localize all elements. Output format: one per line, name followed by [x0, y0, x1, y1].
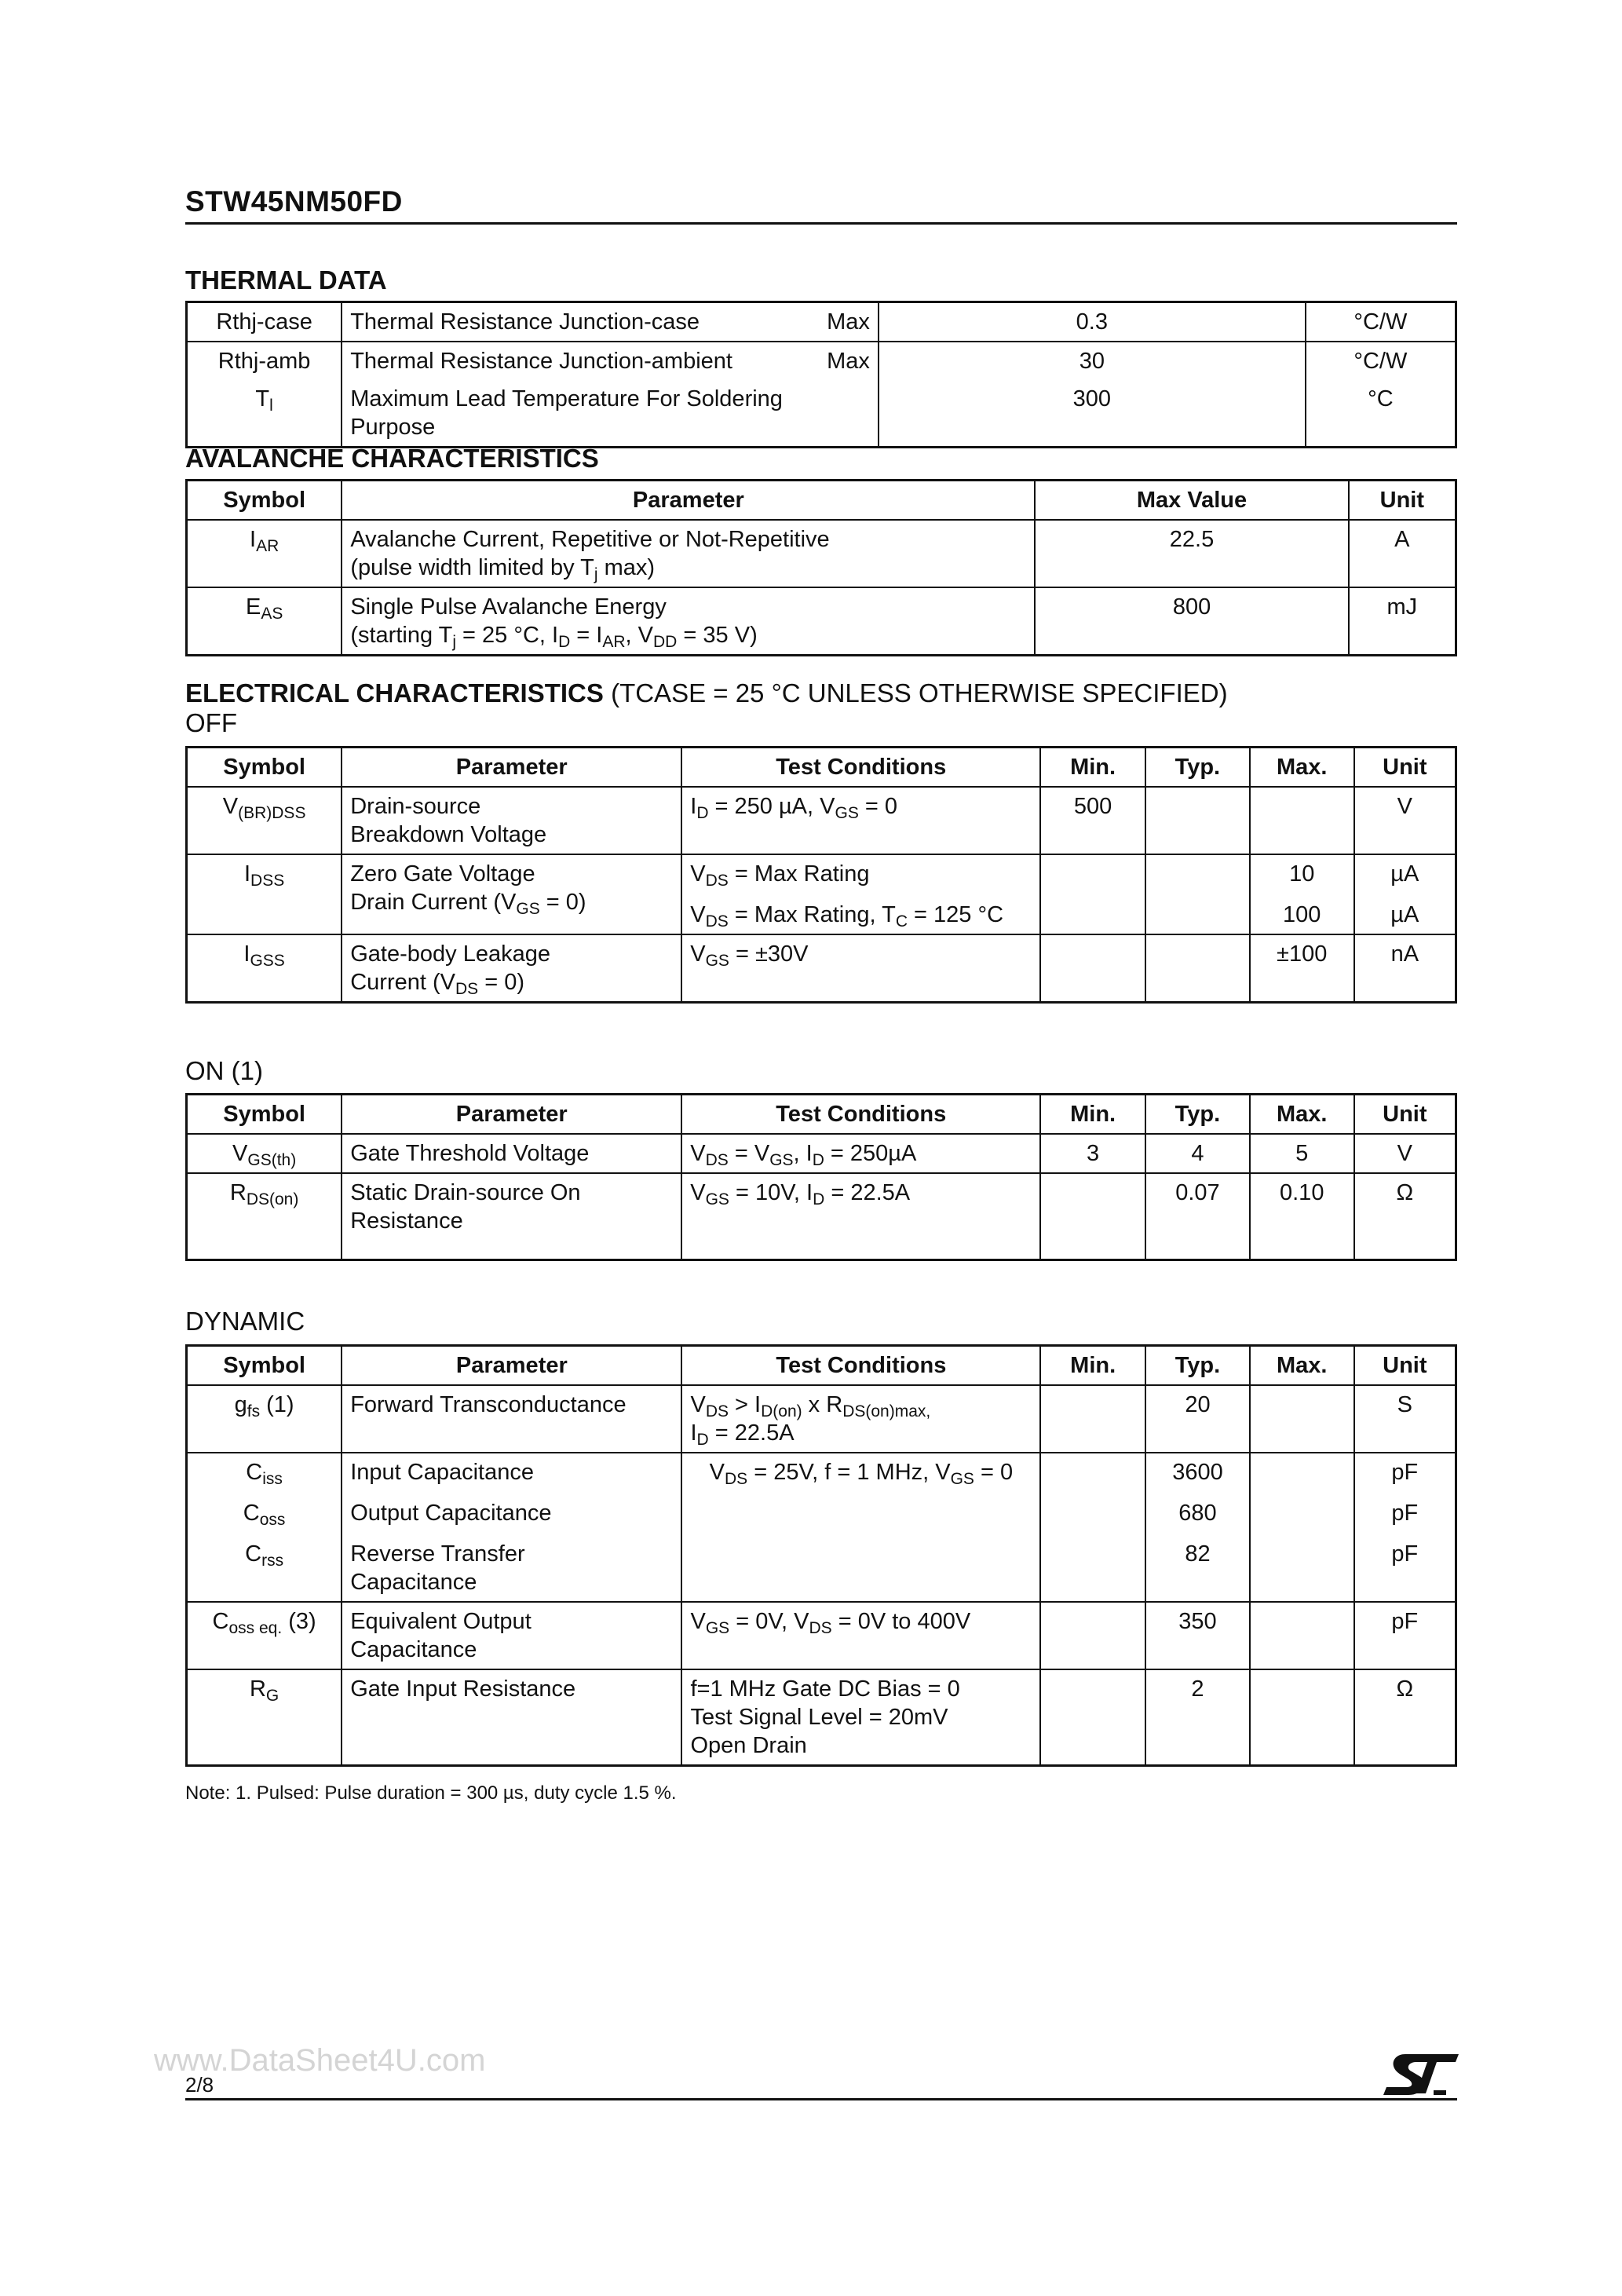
table-row: $C_{oss eq.}$ (3) Equivalent Output Capacitance $V_{GS} = 0V$, $V_{DS} = 0V$ to 400V 350 pF	[187, 1602, 1456, 1669]
avalanche-heading: AVALANCHE CHARACTERISTICS	[185, 444, 599, 473]
off-table: Symbol Parameter Test Conditions Min. Typ. Max. Unit $V_{(BR)DSS}$ Drain-source Breakdown Voltage $I_D = 250$ µA, $V_{GS} = 0$ 500 V $I_{DSS}$ Zero Gate Voltage Drain Current $(V_{GS} = 0)$ $V_{DS}$ = Max Rating $V_{DS}$ = Max Rating, $T_C = 125$ °C 10 100 µA µA $I_{GSS}$ Gate-body Leakage Current $(V_{DS} = 0)$ $V_{GS} = \pm 30V$ ±100 nA	[185, 746, 1457, 1004]
table-row: $I_{GSS}$ Gate-body Leakage Current $(V_{DS} = 0)$ $V_{GS} = \pm 30V$ ±100 nA	[187, 934, 1456, 1003]
on-table: Symbol Parameter Test Conditions Min. Typ. Max. Unit $V_{GS(th)}$ Gate Threshold Voltage $V_{DS} = V_{GS}$, $I_D = 250\mu A$ 3 4 5 V $R_{DS(on)}$ Static Drain-source On Resistance $V_{GS} = 10V$, $I_D = 22.5A$ 0.07 0.10 Ω	[185, 1093, 1457, 1261]
thermal-symbol: $T_l$	[187, 380, 342, 448]
table-row: $g_{fs}$ (1) Forward Transconductance $V_{DS} > I_{D(on)}$ x $R_{DS(on)max,}$ $I_D = 22.5A$ 20 S	[187, 1385, 1456, 1453]
col-max-value: Max Value	[1035, 481, 1348, 521]
thermal-symbol: Rthj-amb	[187, 342, 342, 380]
thermal-value: 300	[879, 380, 1306, 448]
table-row: $R_G$ Gate Input Resistance f=1 MHz Gate DC Bias = 0 Test Signal Level = 20mV Open Drain 2 Ω	[187, 1669, 1456, 1766]
col-unit: Unit	[1349, 481, 1456, 521]
watermark: www.DataSheet4U.com	[154, 2043, 486, 2078]
electrical-heading: ELECTRICAL CHARACTERISTICS (TCASE = 25 °C UNLESS OTHERWISE SPECIFIED)	[185, 678, 1228, 707]
thermal-param: Thermal Resistance Junction-ambient	[350, 349, 732, 374]
table-row: $E_{AS}$ Single Pulse Avalanche Energy (starting $T_j = 25$ °C, $I_D = I_{AR}$, $V_{DD} = 35$ V) 800 mJ	[187, 587, 1456, 656]
document-title: STW45NM50FD	[185, 185, 403, 218]
header-rule	[185, 222, 1457, 225]
thermal-unit: °C/W	[1306, 302, 1456, 342]
on-label: ON (1)	[185, 1056, 263, 1085]
avalanche-table	[185, 479, 1457, 656]
dynamic-table: Symbol Parameter Test Conditions Min. Typ. Max. Unit $g_{fs}$ (1) Forward Transconductance $V_{DS} > I_{D(on)}$ x $R_{DS(on)max,}$ $I_D = 22.5A$ 20 S $C_{iss}$ $C_{oss}$ $C_{rss}$ Input Capacitance Output Capacitance Reverse Transfer Capacitance $V_{DS} = 25V$, f = 1 MHz, $V_{GS} = 0$ 3600 680 82 pF pF pF $C_{oss eq.}$ (3) Equivalent Output Capacitance $V_{GS} = 0V$, $V_{DS} = 0V$ to 400V 350 pF $R_G$ Gate Input Resistance f=1 MHz Gate DC Bias = 0 Test Signal Level = 20mV Open Drain 2 Ω	[185, 1344, 1457, 1767]
thermal-value: 30	[879, 342, 1306, 380]
dynamic-label: DYNAMIC	[185, 1307, 305, 1336]
table-row: $V_{(BR)DSS}$ Drain-source Breakdown Voltage $I_D = 250$ µA, $V_{GS} = 0$ 500 V	[187, 787, 1456, 854]
thermal-param: Maximum Lead Temperature For Soldering Purpose	[342, 380, 879, 448]
thermal-heading: THERMAL DATA	[185, 265, 387, 294]
col-symbol: Symbol	[187, 481, 342, 521]
table-row: $I_{DSS}$ Zero Gate Voltage Drain Current $(V_{GS} = 0)$ $V_{DS}$ = Max Rating $V_{DS}$ = Max Rating, $T_C = 125$ °C 10 100 µA µA	[187, 854, 1456, 934]
table-row: $C_{iss}$ $C_{oss}$ $C_{rss}$ Input Capacitance Output Capacitance Reverse Transfer Capacitance $V_{DS} = 25V$, f = 1 MHz, $V_{GS} = 0$ 3600 680 82 pF pF pF	[187, 1453, 1456, 1602]
table-row: $R_{DS(on)}$ Static Drain-source On Resistance $V_{GS} = 10V$, $I_D = 22.5A$ 0.07 0.10 Ω	[187, 1173, 1456, 1260]
thermal-qual: Max	[827, 309, 870, 335]
thermal-symbol: Rthj-case	[187, 302, 342, 342]
thermal-unit: °C/W	[1306, 342, 1456, 380]
thermal-qual: Max	[827, 349, 870, 374]
thermal-unit: °C	[1306, 380, 1456, 448]
page-number: 2/8	[185, 2073, 214, 2097]
col-parameter: Parameter	[342, 481, 1035, 521]
st-logo-icon	[1382, 2049, 1460, 2098]
thermal-table	[185, 301, 1457, 448]
table-row: $I_{AR}$ Avalanche Current, Repetitive or Not-Repetitive (pulse width limited by $T_j$ max) 22.5 A	[187, 520, 1456, 587]
thermal-value: 0.3	[879, 302, 1306, 342]
thermal-param: Thermal Resistance Junction-case	[350, 309, 700, 335]
footnote: Note: 1. Pulsed: Pulse duration = 300 µs, duty cycle 1.5 %.	[185, 1782, 677, 1804]
footer-rule	[185, 2098, 1457, 2100]
table-row: $V_{GS(th)}$ Gate Threshold Voltage $V_{DS} = V_{GS}$, $I_D = 250\mu A$ 3 4 5 V	[187, 1134, 1456, 1173]
off-label: OFF	[185, 708, 237, 737]
